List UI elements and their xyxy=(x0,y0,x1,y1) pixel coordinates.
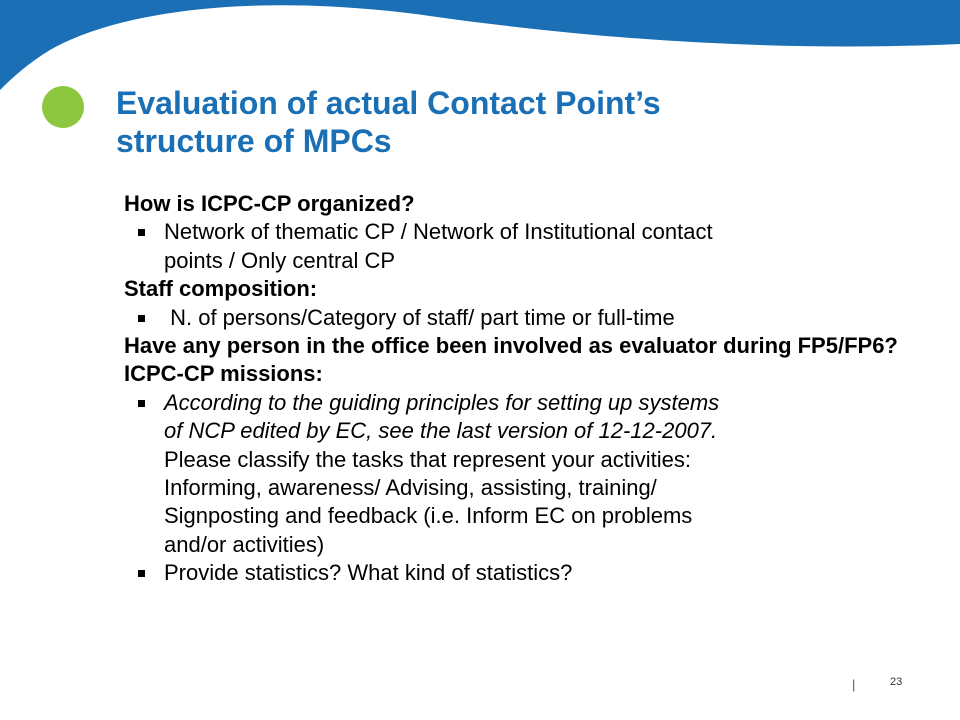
bullet-guiding-principles xyxy=(124,389,924,559)
question-missions: ICPC-CP missions: xyxy=(124,361,323,387)
bullet-statistics-text: Provide statistics? What kind of statistics? xyxy=(164,560,573,586)
square-bullet-icon xyxy=(138,229,145,236)
bullet-network-line-1: Network of thematic CP / Network of Institutional contact xyxy=(164,219,713,245)
bullet-network-line-2: points / Only central CP xyxy=(164,247,396,273)
bullet-network xyxy=(124,218,924,275)
question-staff: Staff composition: xyxy=(124,276,318,302)
bullet-staff xyxy=(124,304,924,332)
bullet-statistics xyxy=(124,559,924,587)
question-organization: How is ICPC-CP organized? xyxy=(124,191,415,216)
title-line-1: Evaluation of actual Contact Point’s xyxy=(116,85,661,121)
page-number: 23 xyxy=(890,676,903,688)
bullet-guiding-line-4: Informing, awareness/ Advising, assisting, training/ xyxy=(164,475,657,501)
bullet-guiding-line-1: According to the guiding principles for setting up systems xyxy=(164,389,720,415)
bullet-guiding-line-3: Please classify the tasks that represent your activities: xyxy=(164,446,692,472)
square-bullet-icon xyxy=(138,315,145,322)
bullet-staff-text: N. of persons/Category of staff/ part time or full-time xyxy=(164,304,675,330)
square-bullet-icon xyxy=(138,400,145,407)
title-line-2: structure of MPCs xyxy=(116,123,392,159)
bullet-guiding-line-6: and/or activities) xyxy=(164,531,325,557)
bullet-guiding-line-2: of NCP edited by EC, see the last version of 12-12-2007. xyxy=(164,418,718,444)
question-evaluator: Have any person in the office been involved as evaluator during FP5/FP6? xyxy=(124,333,898,359)
slide-title xyxy=(116,84,916,160)
footer-separator: | xyxy=(852,677,856,692)
bullet-guiding-line-5: Signposting and feedback (i.e. Inform EC on problems xyxy=(164,503,693,529)
green-dot-icon xyxy=(42,86,84,128)
square-bullet-icon xyxy=(138,570,145,577)
slide-body xyxy=(124,190,924,588)
